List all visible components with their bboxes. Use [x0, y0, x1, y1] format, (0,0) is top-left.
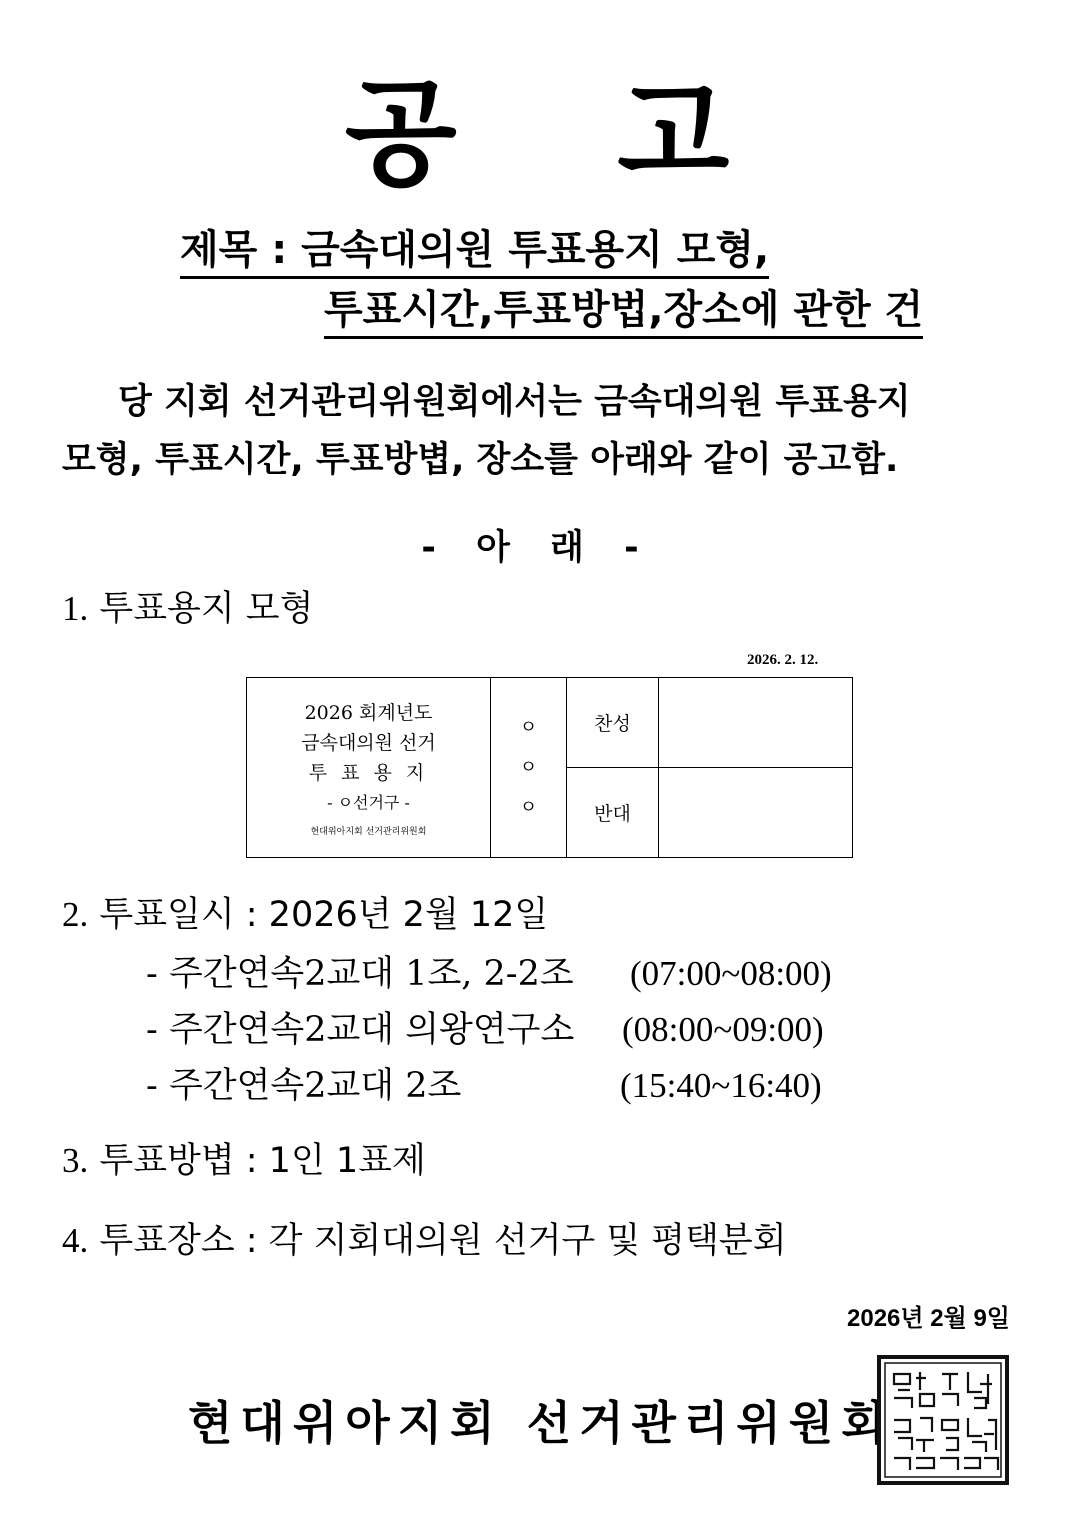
option-yes-cell: [567, 678, 659, 768]
section-4: [62, 1216, 787, 1266]
option-no-label: 반대: [594, 803, 631, 825]
ballot-title-line-1: 2026 회계년도: [304, 702, 433, 724]
section-3-label: 투표방볍 : 1인 1표제: [99, 1141, 426, 1181]
page-title: 공 고: [344, 67, 790, 202]
seal-stamp-icon: [876, 1354, 1010, 1486]
section-4-number: 4.: [62, 1221, 89, 1260]
subject-line-1: 제목 : 금속대의원 투표용지 모형,: [180, 224, 769, 279]
schedule-item-1-time: (07:00~08:00): [630, 954, 832, 993]
option-no-box: [659, 768, 853, 858]
section-4-label: 투표장소 : 각 지회대의원 선거구 및 평택분회: [99, 1221, 787, 1261]
section-2-number: 2.: [62, 895, 89, 934]
schedule-item-2-time: (08:00~09:00): [622, 1010, 824, 1049]
ballot-title-line-2: 금속대의원 선거: [301, 732, 436, 754]
option-yes-box: [659, 678, 853, 768]
section-2: [62, 890, 548, 940]
subject-line-2: 투표시간,투표방법,장소에 관한 건: [324, 284, 923, 339]
ballot-title-cell: [247, 678, 491, 858]
schedule-item-1-text: - 주간연속2교대 1조, 2-2조: [146, 954, 574, 994]
below-marker: - 아 래 -: [421, 528, 653, 568]
body-line-1: 당 지회 선거관리위원회에서는 금속대의원 투표용지: [118, 382, 911, 422]
schedule-item-3-time: (15:40~16:40): [620, 1066, 822, 1105]
section-3-number: 3.: [62, 1141, 89, 1180]
organization-name: 현대위아지회 선거관리위원회: [188, 1396, 894, 1450]
section-3: [62, 1136, 426, 1186]
section-1-number: 1.: [62, 589, 89, 628]
ballot-org: 현대위아지회 선거관리위원회: [310, 827, 427, 837]
ballot-sample-table: [246, 677, 853, 858]
ballot-candidate-cell: [491, 678, 567, 858]
ballot-title-line-3: 투 표 용 지: [308, 762, 429, 784]
section-2-label: 투표일시 : 2026년 2월 12일: [99, 895, 549, 935]
candidate-mark: ㅇ: [519, 756, 538, 778]
footer-date: 2026년 2월 9일: [847, 1305, 1010, 1332]
ballot-district: - ㅇ선거구 -: [327, 793, 410, 812]
section-1: [62, 584, 313, 634]
schedule-item-2-text: - 주간연속2교대 의왕연구소: [146, 1010, 575, 1050]
schedule-item-3-text: - 주간연속2교대 2조: [146, 1066, 462, 1106]
section-1-label: 투표용지 모형: [99, 589, 314, 629]
ballot-date: 2026. 2. 12.: [747, 652, 819, 668]
option-no-cell: [567, 768, 659, 858]
candidate-mark: ㅇ: [519, 716, 538, 738]
option-yes-label: 찬성: [594, 713, 631, 735]
candidate-mark: ㅇ: [519, 796, 538, 818]
body-line-2: 모형, 투표시간, 투표방볍, 장소를 아래와 같이 공고함.: [62, 440, 899, 480]
official-seal: [876, 1354, 1010, 1486]
